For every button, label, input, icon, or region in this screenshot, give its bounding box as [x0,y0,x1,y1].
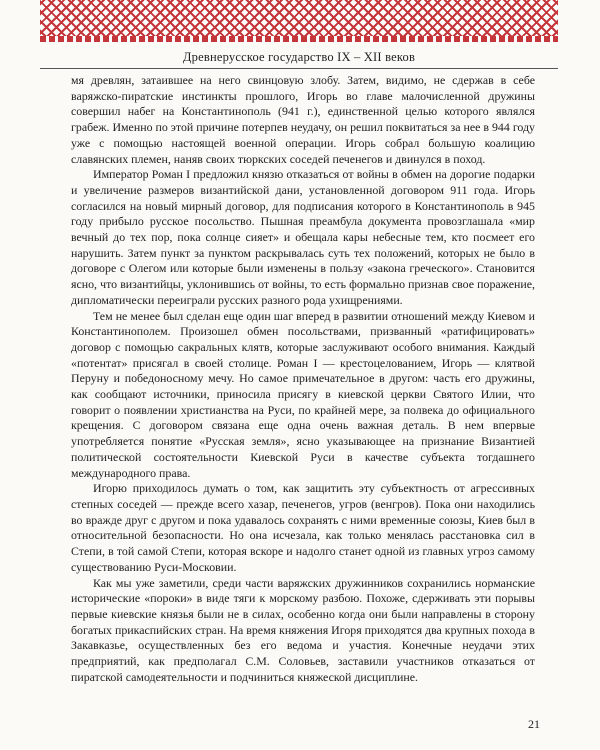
paragraph-1: мя древлян, затаившее на него свинцовую злобу. Затем, видимо, не сдержав в себе варяжско-пиратские инстинкты прошлого, Игорь во главе малочисленной дружины совершил набег на Константинополь (941 г.), единственной целью которого являлся грабеж. Именно по этой причине потерпев неудачу, он решил поквитаться за нее в 944 году уже с помощью настоящей военной операции. Игорь собрал большую коалицию славянских племен, наняв своих тюркских соседей печенегов и двинулся в поход. [71,73,535,166]
page-number: 21 [528,717,540,731]
header-divider [40,68,558,69]
decorative-ornament-border [40,0,558,42]
page-body [71,73,535,685]
paragraph-2: Император Роман I предложил князю отказаться от войны в обмен на дорогие подарки и увеличение размеров византийской дани, установленной договором 911 года. Игорь согласился на новый мирный договор, для подписания которого в Константинополь в 945 году прибыло русское посольство. Пышная преамбула документа провозглашала «мир вечный до тех пор, пока солнце сияет» и обещала кары небесные тем, кто посмеет его нарушить. Затем пункт за пунктом раскрывалась суть тех положений, которых не было в договоре с Олегом или которые были изменены в пользу «закона греческого». Становится ясно, что византийцы, уклонившись от войны, то есть формально признав свое поражение, дипломатически переиграли русских разного рода ухищрениями. [71,167,535,307]
paragraph-4: Игорю приходилось думать о том, как защитить эту субъектность от агрессивных степных соседей — прежде всего хазар, печенегов, угров (венгров). Пока они находились во вражде друг с другом и пока удавалось сохранять с ними временные союзы, Киев был в относительной безопасности. Но она исчезала, как только менялась расстановка сил в Степи, в той самой Степи, которая вскоре и надолго станет одной из главных угроз самому существованию Руси-Московии. [71,481,535,574]
paragraph-3: Тем не менее был сделан еще один шаг вперед в развитии отношений между Киевом и Константинополем. Произошел обмен посольствами, призванный «ратифицировать» договор с помощью сакральных клятв, которые заслуживают особого внимания. Каждый «потентат» присягал в своей столице. Роман I — крестоцелованием, Игорь — клятвой Перуну и победоносному мечу. Но самое примечательное в другом: часть его дружины, как сообщают источники, приносила присягу в киевской церкви Святого Илии, что говорит о появлении христианства на Руси, по крайней мере, за полвека до официального крещения. С договором связана еще одна очень важная деталь. В нем впервые употребляется понятие «Русская земля», ясно указывающее на признание Византией политической состоятельности Киевской Руси в качестве субъекта тогдашнего международного права. [71,308,535,480]
running-title: Древнерусское государство IX – XII веков [182,50,416,64]
paragraph-5: Как мы уже заметили, среди части варяжских дружинников сохранились норманские исторические «пороки» в виде тяги к морскому разбою. Похоже, сдерживать эти порывы первые киевские князья были не в силах, особенно когда они были направлены в сторону богатых прикаспийских стран. На время княжения Игоря приходятся два крупных похода в Закавказье, осуществленных без его ведома и участия. Конечные неудачи этих предприятий, как предполагал С.М. Соловьев, заставили участников отказаться от пиратской самодеятельности и подчиниться княжеской дисциплине. [71,575,535,684]
